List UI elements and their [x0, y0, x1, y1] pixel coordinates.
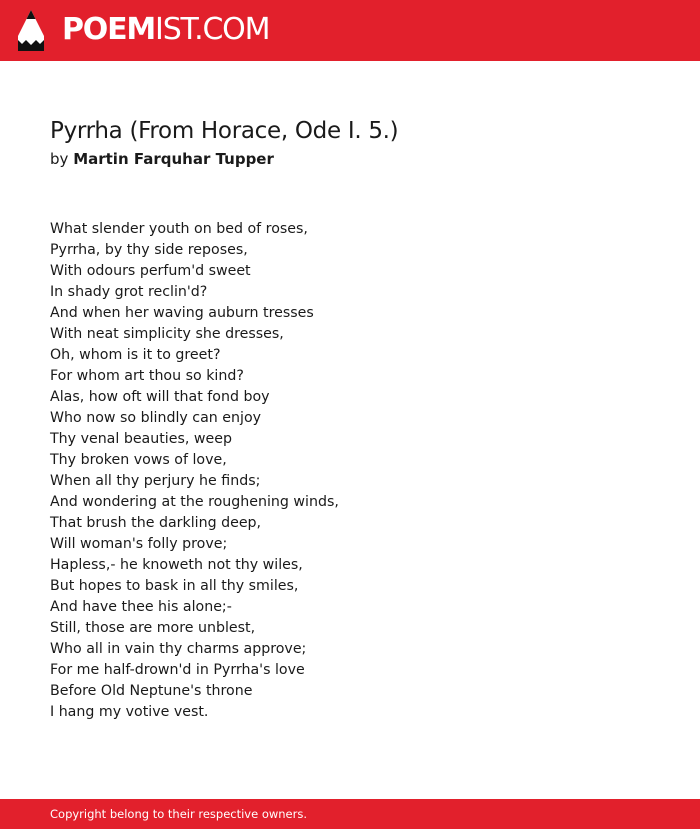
poem-line: Before Old Neptune's throne	[50, 683, 253, 699]
poem-line: But hopes to bask in all thy smiles,	[50, 578, 299, 594]
poem-line: Alas, how oft will that fond boy	[50, 389, 270, 405]
author-name: Martin Farquhar Tupper	[73, 150, 274, 168]
poem-line: Oh, whom is it to greet?	[50, 347, 221, 363]
poem-line: That brush the darkling deep,	[50, 515, 262, 531]
poem-line: When all thy perjury he finds;	[50, 473, 261, 489]
poem-line: Who all in vain thy charms approve;	[50, 641, 307, 657]
logo-light-text: IST.COM	[155, 12, 270, 47]
site-footer	[0, 799, 700, 829]
poem-line: I hang my votive vest.	[50, 704, 209, 720]
pencil-icon[interactable]	[18, 10, 44, 51]
poem-line: And wondering at the roughening winds,	[50, 494, 339, 510]
poem-line: And when her waving auburn tresses	[50, 305, 314, 321]
poem-line: Hapless,- he knoweth not thy wiles,	[50, 557, 303, 573]
poem-line: What slender youth on bed of roses,	[50, 221, 308, 237]
poem-line: And have thee his alone;-	[50, 599, 232, 615]
poem-line: Who now so blindly can enjoy	[50, 410, 262, 426]
poem-body	[50, 219, 339, 723]
poem-line: With odours perfum'd sweet	[50, 263, 251, 279]
poem-line: Still, those are more unblest,	[50, 620, 256, 636]
poem-line: Thy venal beauties, weep	[50, 431, 232, 447]
copyright-text: Copyright belong to their respective owners.	[50, 807, 308, 821]
site-header	[0, 0, 700, 61]
poem-line: For me half-drown'd in Pyrrha's love	[50, 662, 305, 678]
logo-bold-text: POEM	[62, 12, 156, 47]
by-label: by	[50, 150, 69, 168]
poem-line: Thy broken vows of love,	[50, 452, 227, 468]
poem-line: Pyrrha, by thy side reposes,	[50, 242, 248, 258]
site-logo[interactable]	[62, 12, 269, 48]
poem-line: In shady grot reclin'd?	[50, 284, 208, 300]
poem-title: Pyrrha (From Horace, Ode I. 5.)	[50, 118, 399, 144]
poem-line: Will woman's folly prove;	[50, 536, 228, 552]
poem-line: For whom art thou so kind?	[50, 368, 244, 384]
byline	[50, 149, 274, 169]
poem-line: With neat simplicity she dresses,	[50, 326, 284, 342]
